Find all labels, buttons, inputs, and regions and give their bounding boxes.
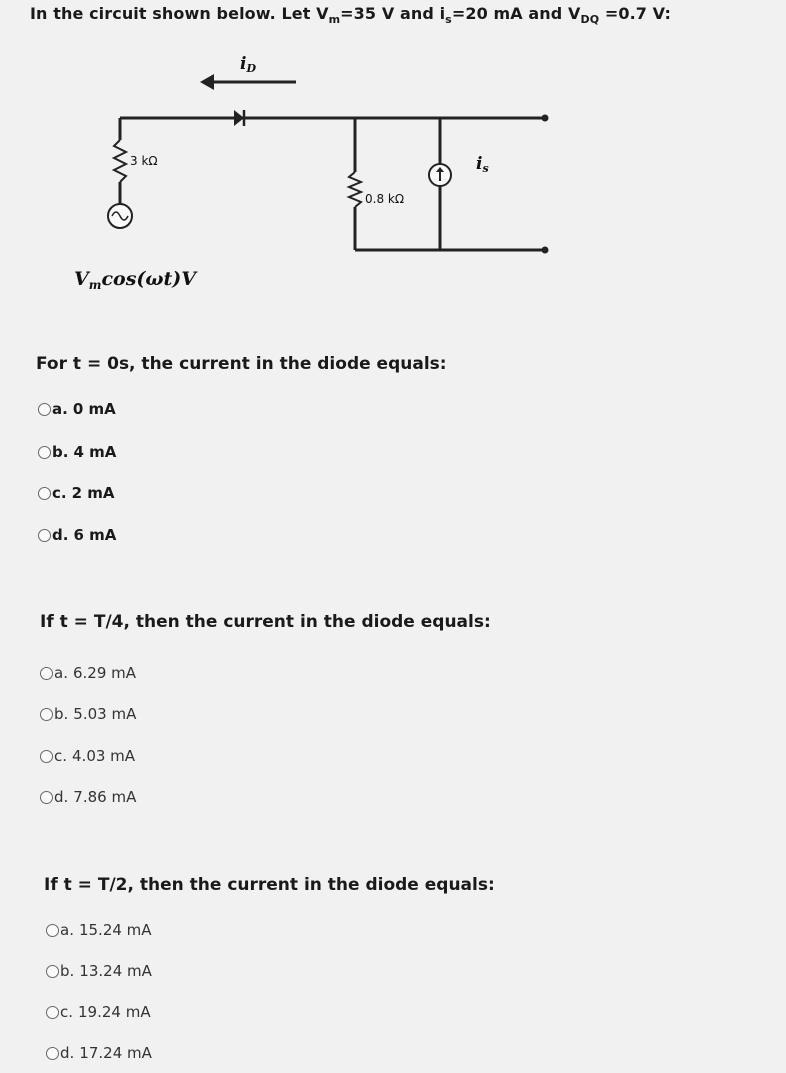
question-1-option-a[interactable]: [38, 400, 116, 418]
question-3-prompt: If t = T/2, then the current in the diode equals:: [44, 875, 495, 895]
header-text: =0.7 V:: [599, 4, 671, 23]
resistor-3k-label: 3 kΩ: [130, 154, 158, 168]
option-letter: a.: [60, 921, 74, 939]
header-text: In the circuit shown below. Let V: [30, 4, 329, 23]
option-letter: d.: [52, 526, 69, 544]
option-letter: a.: [54, 664, 68, 682]
option-text: 7.86 mA: [73, 788, 137, 806]
source-label: is: [476, 154, 489, 175]
radio-button[interactable]: [40, 667, 53, 680]
option-letter: c.: [54, 747, 68, 765]
option-letter: c.: [52, 484, 67, 502]
radio-button[interactable]: [38, 446, 51, 459]
question-3-option-c[interactable]: [46, 1003, 151, 1021]
radio-button[interactable]: [40, 791, 53, 804]
question-2-prompt: If t = T/4, then the current in the diode equals:: [40, 612, 491, 632]
option-letter: b.: [52, 443, 69, 461]
option-letter: d.: [54, 788, 69, 806]
resistor-08k-symbol: [349, 172, 361, 207]
question-2-option-b[interactable]: [40, 705, 136, 723]
question-1-option-b[interactable]: [38, 443, 116, 461]
circuit-diagram: [0, 40, 786, 310]
header-sub: DQ: [580, 13, 600, 27]
option-text: 13.24 mA: [79, 962, 152, 980]
header-text: =20 mA and V: [451, 4, 581, 23]
terminal-dot: [542, 247, 549, 254]
option-text: 6 mA: [73, 526, 117, 544]
option-text: 15.24 mA: [78, 921, 152, 939]
radio-button[interactable]: [46, 1047, 59, 1060]
option-text: 19.24 mA: [78, 1003, 151, 1021]
header-sub: s: [445, 13, 452, 27]
question-2-option-a[interactable]: [40, 664, 136, 682]
header-sub: m: [328, 13, 341, 27]
option-text: 4 mA: [73, 443, 117, 461]
question-3-option-d[interactable]: [46, 1044, 152, 1062]
radio-button[interactable]: [40, 708, 53, 721]
current-label: iD: [240, 54, 257, 75]
option-text: 5.03 mA: [73, 705, 137, 723]
header-text: =35 V and i: [340, 4, 446, 23]
option-text: 17.24 mA: [79, 1044, 152, 1062]
option-letter: b.: [54, 705, 69, 723]
question-3-option-a[interactable]: [46, 921, 152, 939]
diode-icon: [234, 110, 244, 126]
radio-button[interactable]: [38, 487, 51, 500]
question-1-option-c[interactable]: [38, 484, 115, 502]
vsource-label: $V_m\cos(\omega t)V$: [74, 268, 196, 292]
option-text: 2 mA: [71, 484, 115, 502]
option-text: 4.03 mA: [72, 747, 136, 765]
question-1-option-d[interactable]: [38, 526, 116, 544]
option-text: 0 mA: [72, 400, 116, 418]
question-2-option-d[interactable]: [40, 788, 136, 806]
radio-button[interactable]: [46, 1006, 59, 1019]
radio-button[interactable]: [38, 529, 51, 542]
option-letter: b.: [60, 962, 75, 980]
radio-button[interactable]: [38, 403, 51, 416]
question-3-option-b[interactable]: [46, 962, 152, 980]
terminal-dot: [542, 115, 549, 122]
option-text: 6.29 mA: [72, 664, 137, 682]
radio-button[interactable]: [46, 924, 59, 937]
question-1-prompt: For t = 0s, the current in the diode equals:: [36, 354, 447, 374]
option-letter: d.: [60, 1044, 75, 1062]
resistor-08k-label: 0.8 kΩ: [365, 192, 405, 206]
radio-button[interactable]: [46, 965, 59, 978]
question-2-option-c[interactable]: [40, 747, 135, 765]
option-letter: c.: [60, 1003, 74, 1021]
option-letter: a.: [52, 400, 68, 418]
radio-button[interactable]: [40, 750, 53, 763]
resistor-3k-symbol: [114, 140, 126, 182]
problem-statement: [30, 4, 671, 26]
